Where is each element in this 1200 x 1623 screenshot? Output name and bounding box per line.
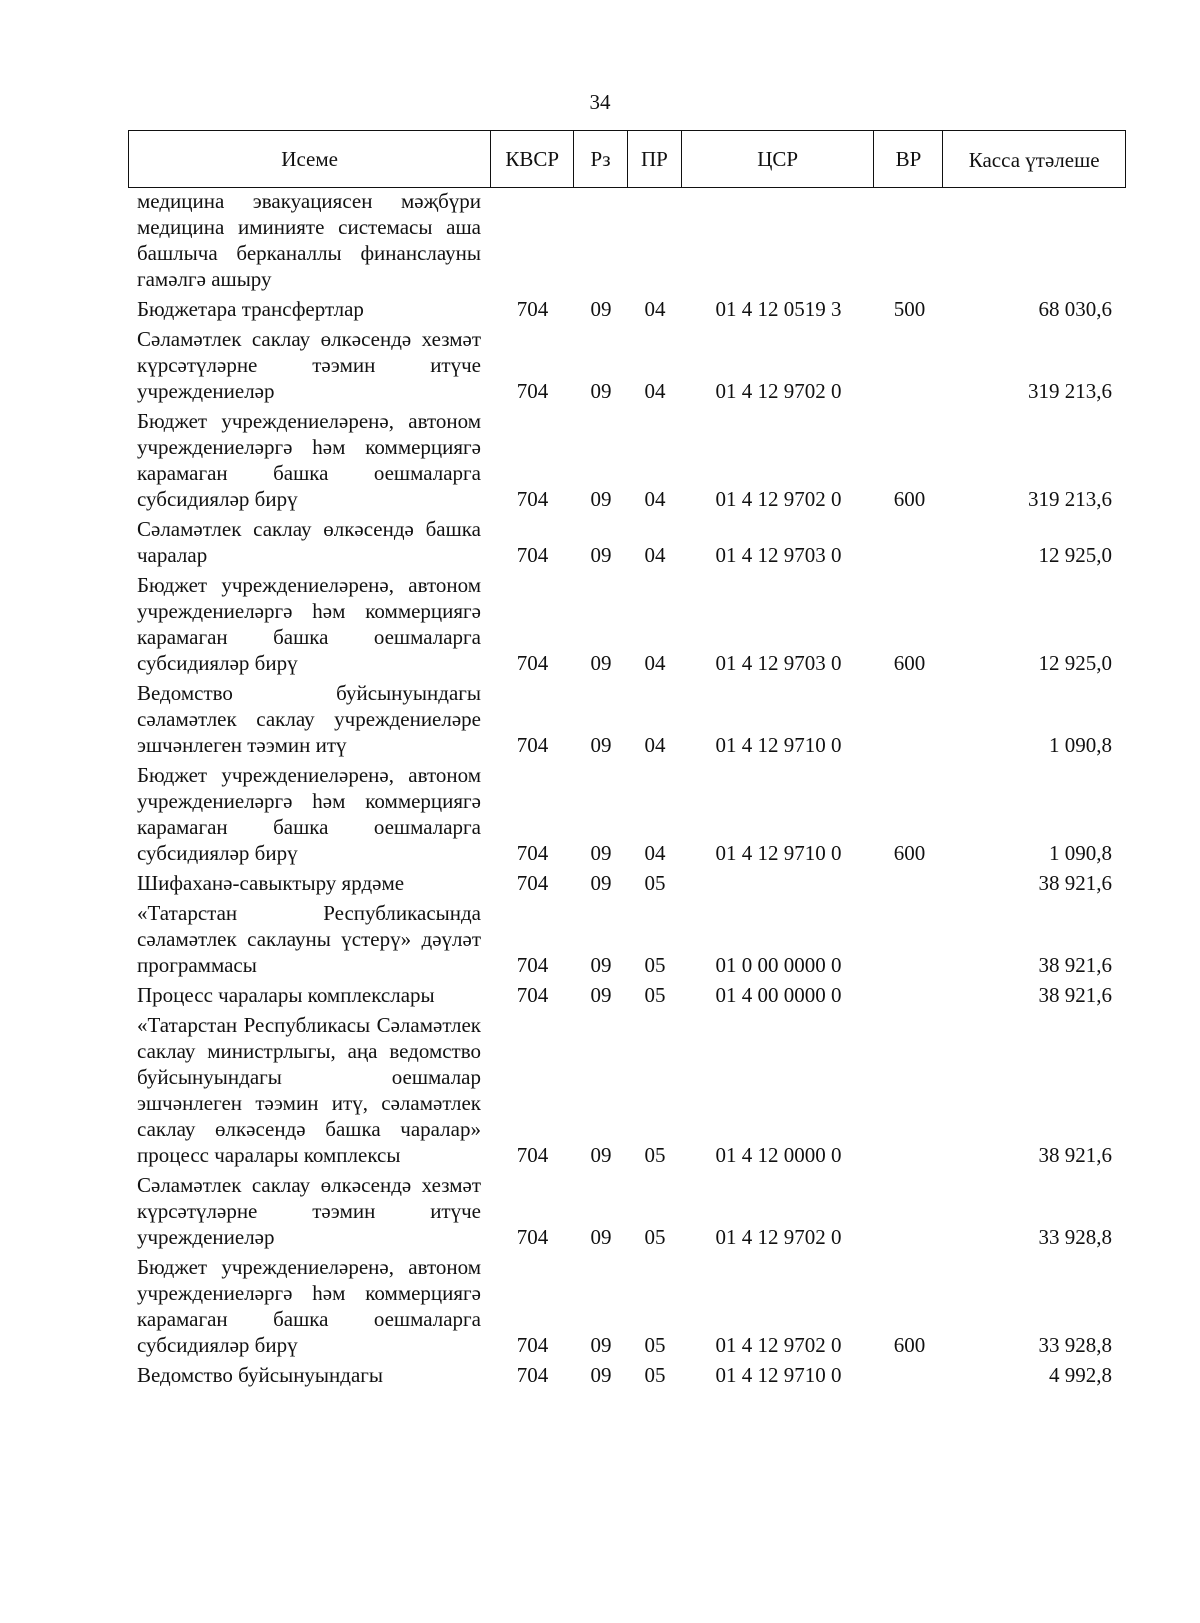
table-row [128, 982, 1126, 1008]
cell-name: Бюджет учреждениеләренә, автоном учреждениеләргә һәм коммерциягә карамаган башка оешмаларга субсидияләр бирү [137, 1255, 481, 1357]
table-row [128, 680, 1126, 758]
cell-rz: 09 [590, 297, 612, 321]
cell-pr: 04 [644, 487, 666, 511]
cell-amount: 12 925,0 [1038, 543, 1112, 567]
cell-csr: 01 4 12 9702 0 [715, 1225, 842, 1249]
cell-kvsr: 704 [516, 1363, 549, 1387]
cell-name: Бюджет учреждениеләренә, автоном учреждениеләргә һәм коммерциягә карамаган башка оешмаларга субсидияләр бирү [137, 763, 481, 865]
cell-rz: 09 [590, 379, 612, 403]
cell-amount: 38 921,6 [1038, 953, 1112, 977]
table-row [128, 1362, 1126, 1388]
cell-name: «Татарстан Республикасында сәламәтлек саклауны үстерү» дәүләт программасы [137, 901, 481, 977]
cell-rz: 09 [590, 983, 612, 1007]
cell-pr: 04 [644, 543, 666, 567]
cell-pr: 05 [644, 953, 666, 977]
cell-rz: 09 [590, 543, 612, 567]
table-body [128, 188, 1126, 1388]
table-row [128, 1254, 1126, 1358]
cell-csr: 01 4 12 9703 0 [715, 651, 842, 675]
header-csr: ЦСР [682, 131, 875, 187]
cell-rz: 09 [590, 1363, 612, 1387]
cell-rz: 09 [590, 487, 612, 511]
header-pr: ПР [628, 131, 682, 187]
cell-kvsr: 704 [516, 1143, 549, 1167]
cell-pr: 05 [644, 1143, 666, 1167]
cell-csr: 01 4 12 0519 3 [715, 297, 842, 321]
cell-pr: 04 [644, 733, 666, 757]
cell-amount: 4 992,8 [1049, 1363, 1112, 1387]
cell-name: Бюджет учреждениеләренә, автоном учреждениеләргә һәм коммерциягә карамаган башка оешмаларга субсидияләр бирү [137, 573, 481, 675]
table-header [128, 130, 1126, 188]
cell-name: Сәламәтлек саклау өлкәсендә хезмәт күрсәтүләрне тәэмин итүче учреждениеләр [137, 1173, 481, 1249]
table-row [128, 870, 1126, 896]
cell-pr: 04 [644, 651, 666, 675]
cell-rz: 09 [590, 1143, 612, 1167]
cell-kvsr: 704 [516, 379, 549, 403]
cell-pr: 05 [644, 1225, 666, 1249]
cell-name: Процесс чаралары комплекслары [137, 983, 435, 1007]
cell-kvsr: 704 [516, 841, 549, 865]
cell-name: Сәламәтлек саклау өлкәсендә башка чаралар [137, 517, 481, 567]
table-row [128, 900, 1126, 978]
cell-amount: 12 925,0 [1038, 651, 1112, 675]
cell-amount: 38 921,6 [1038, 871, 1112, 895]
cell-csr: 01 4 12 0000 0 [715, 1143, 842, 1167]
cell-csr: 01 4 12 9710 0 [715, 841, 842, 865]
cell-pr: 05 [644, 871, 666, 895]
cell-name: «Татарстан Республикасы Сәламәтлек саклау министрлыгы, аңа ведомство буйсынуындагы оешмалар эшчәнлеген тәэмин итү, сәламәтлек саклау өлкәсендә башка чаралар» процесс чаралары комплексы [137, 1013, 481, 1167]
cell-pr: 04 [644, 841, 666, 865]
cell-pr: 04 [644, 379, 666, 403]
cell-name: Шифаханә-савыктыру ярдәме [137, 871, 405, 895]
cell-vr: 600 [893, 841, 926, 865]
cell-pr: 05 [644, 983, 666, 1007]
cell-rz: 09 [590, 1225, 612, 1249]
table-row [128, 1172, 1126, 1250]
cell-name: Ведомство буйсынуындагы [137, 1363, 384, 1387]
cell-name: медицина эвакуациясен мәҗбүри медицина иминияте системасы аша башлыча берканаллы финанслауны гамәлгә ашыру [137, 189, 481, 291]
cell-kvsr: 704 [516, 297, 549, 321]
cell-amount: 33 928,8 [1038, 1225, 1112, 1249]
cell-csr: 01 4 12 9710 0 [715, 1363, 842, 1387]
cell-csr: 01 0 00 0000 0 [715, 953, 842, 977]
cell-amount: 1 090,8 [1049, 841, 1112, 865]
cell-name: Ведомство буйсынуындагы сәламәтлек саклау учреждениеләре эшчәнлеген тәэмин итү [137, 681, 481, 757]
cell-rz: 09 [590, 1333, 612, 1357]
cell-amount: 33 928,8 [1038, 1333, 1112, 1357]
header-kvsr: КВСР [491, 131, 574, 187]
cell-rz: 09 [590, 871, 612, 895]
cell-vr: 500 [893, 297, 926, 321]
cell-csr: 01 4 12 9702 0 [715, 1333, 842, 1357]
cell-kvsr: 704 [516, 733, 549, 757]
cell-rz: 09 [590, 733, 612, 757]
cell-rz: 09 [590, 841, 612, 865]
table-row [128, 762, 1126, 866]
cell-csr: 01 4 12 9702 0 [715, 379, 842, 403]
cell-vr: 600 [893, 1333, 926, 1357]
cell-pr: 05 [644, 1363, 666, 1387]
table-row [128, 408, 1126, 512]
table-row [128, 188, 1126, 292]
table-row [128, 296, 1126, 322]
cell-rz: 09 [590, 651, 612, 675]
table-row [128, 1012, 1126, 1168]
cell-kvsr: 704 [516, 487, 549, 511]
table-row [128, 516, 1126, 568]
cell-name: Бюджетара трансфертлар [137, 297, 364, 321]
cell-kvsr: 704 [516, 871, 549, 895]
header-vr: ВР [874, 131, 943, 187]
cell-csr: 01 4 00 0000 0 [715, 983, 842, 1007]
cell-kvsr: 704 [516, 1225, 549, 1249]
cell-amount: 1 090,8 [1049, 733, 1112, 757]
page-number: 34 [589, 90, 611, 114]
header-rz: Рз [574, 131, 628, 187]
cell-kvsr: 704 [516, 953, 549, 977]
cell-kvsr: 704 [516, 983, 549, 1007]
table-row [128, 572, 1126, 676]
cell-csr: 01 4 12 9703 0 [715, 543, 842, 567]
cell-pr: 04 [644, 297, 666, 321]
cell-kvsr: 704 [516, 543, 549, 567]
cell-csr: 01 4 12 9710 0 [715, 733, 842, 757]
cell-amount: 319 213,6 [1028, 379, 1112, 403]
cell-kvsr: 704 [516, 651, 549, 675]
cell-name: Бюджет учреждениеләренә, автоном учреждениеләргә һәм коммерциягә карамаган башка оешмаларга субсидияләр бирү [137, 409, 481, 511]
cell-rz: 09 [590, 953, 612, 977]
cell-name: Сәламәтлек саклау өлкәсендә хезмәт күрсәтүләрне тәэмин итүче учреждениеләр [137, 327, 481, 403]
cell-vr: 600 [893, 487, 926, 511]
cell-amount: 319 213,6 [1028, 487, 1112, 511]
cell-csr: 01 4 12 9702 0 [715, 487, 842, 511]
header-name: Исеме [129, 131, 491, 187]
cell-vr: 600 [893, 651, 926, 675]
cell-amount: 38 921,6 [1038, 1143, 1112, 1167]
cell-pr: 05 [644, 1333, 666, 1357]
cell-kvsr: 704 [516, 1333, 549, 1357]
cell-amount: 38 921,6 [1038, 983, 1112, 1007]
table-row [128, 326, 1126, 404]
header-kassa: Касса үтәлеше [968, 148, 1100, 172]
cell-amount: 68 030,6 [1038, 297, 1112, 321]
